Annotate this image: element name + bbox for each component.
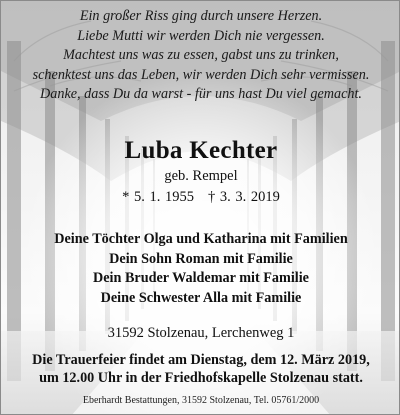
undertaker-footer: Eberhardt Bestattungen, 31592 Stolzenau, Tel. 05761/2000 — [82, 395, 320, 406]
birth-name: geb. Rempel — [164, 168, 238, 184]
mourner-line: Deine Schwester Alla mit Familie — [100, 289, 302, 306]
poem-line: Machtest uns was zu essen, gabst uns zu trinken, — [63, 47, 339, 63]
poem-line: Liebe Mutti wir werden Dich nie vergessen. — [77, 27, 325, 44]
birth-date: * 5. 1. 1955 — [122, 189, 194, 205]
mourner-line: Dein Bruder Waldemar mit Familie — [93, 270, 309, 286]
mourners-list — [1, 230, 400, 308]
poem-line: schenktest uns das Leben, wir werden Dich sehr vermissen. — [32, 66, 370, 83]
deceased-name: Luba Kechter — [124, 137, 278, 164]
family-address: 31592 Stolzenau, Lerchenweg 1 — [107, 325, 295, 341]
mourner-line: Deine Töchter Olga und Katharina mit Familien — [54, 231, 348, 247]
death-date: † 3. 3. 2019 — [208, 189, 280, 205]
service-line: Die Trauerfeier findet am Dienstag, dem 12. März 2019, — [32, 352, 370, 368]
service-line: um 12.00 Uhr in der Friedhofskapelle Stolzenau statt. — [39, 370, 363, 386]
poem-line: Ein großer Riss ging durch unsere Herzen. — [79, 8, 323, 24]
mourner-line: Dein Sohn Roman mit Familie — [109, 250, 293, 267]
funeral-service-info — [1, 351, 400, 387]
memorial-poem — [1, 7, 400, 105]
life-dates — [1, 188, 400, 206]
poem-line: Danke, dass Du da warst - für uns hast Du viel gemacht. — [40, 86, 362, 102]
